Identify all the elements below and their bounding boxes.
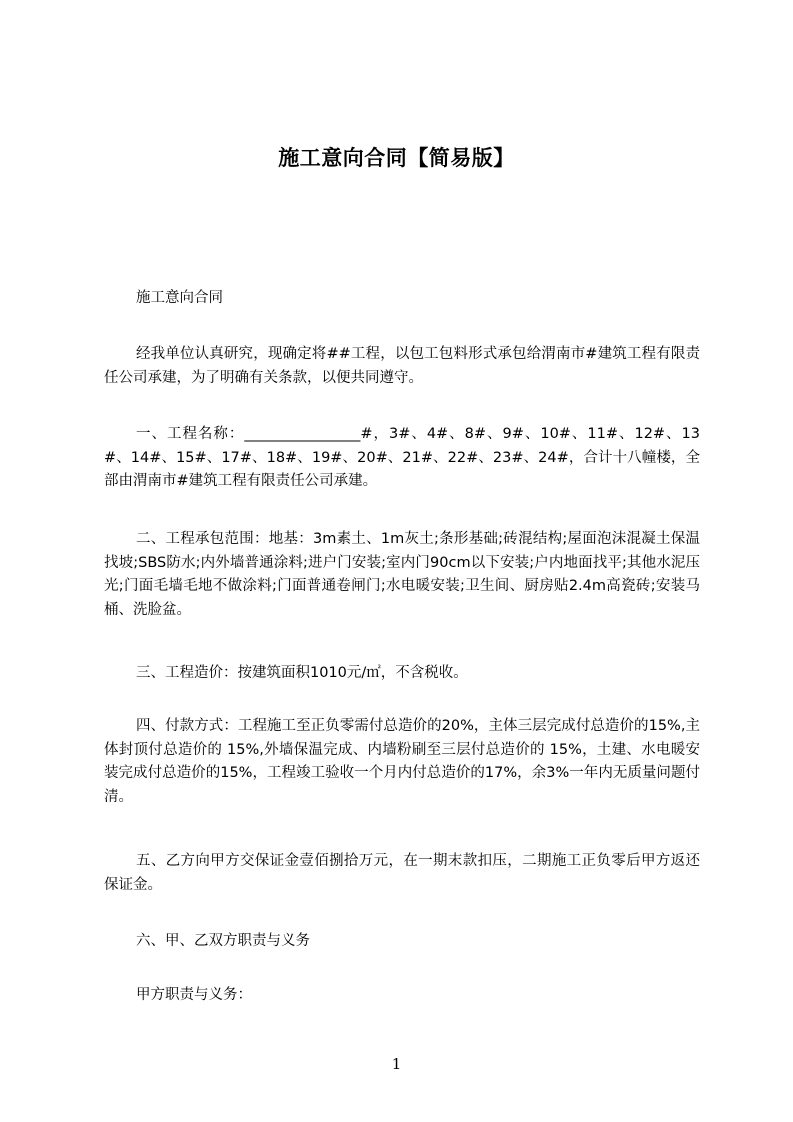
project-name-clause: 一、工程名称：________________#，3#、4#、8#、9#、10#、11#、12#、13#、14#、15#、17#、18#、19#、20#、21#、22#、23#、24#，合计十八幢楼，全部由渭南市#建筑工程有限责任公司承建。 (104, 426, 700, 489)
intro-paragraph: 经我单位认真研究，现确定将##工程，以包工包料形式承包给渭南市#建筑工程有限责任公司承建，为了明确有关条款，以便共同遵守。 (104, 346, 700, 386)
scope-clause: 二、工程承包范围：地基：3m素土、1m灰土;条形基础;砖混结构;屋面泡沫混凝土保温找坡;SBS防水;内外墙普通涂料;进户门安装;室内门90cm以下安装;户内地面找平;其他水泥压光;门面毛墙毛地不做涂料;门面普通卷闸门;水电暖安装;卫生间、厨房贴2.4m高瓷砖;安装马桶、洗脸盆。 (104, 531, 700, 618)
payment-clause: 四、付款方式：工程施工至正负零需付总造价的20%，主体三层完成付总造价的15%,主体封顶付总造价的 15%,外墙保温完成、内墙粉刷至三层付总造价的 15%，土建、水电暖安装完成付总造价的15%，工程竣工验收一个月内付总造价的17%，余3%一年内无质量问题付清。 (104, 718, 700, 805)
page-number: 1 (391, 1055, 402, 1073)
duties-heading: 六、甲、乙双方职责与义务 (136, 933, 310, 949)
deposit-clause: 五、乙方向甲方交保证金壹佰捌拾万元，在一期末款扣压，二期施工正负零后甲方返还保证金。 (104, 853, 700, 893)
party-a-duties-heading: 甲方职责与义务： (136, 987, 252, 1003)
cost-clause: 三、工程造价：按建筑面积1010元/㎡，不含税收。 (136, 665, 468, 681)
contract-subtitle: 施工意向合同 (136, 290, 223, 306)
document-title: 施工意向合同【简易版】 (278, 146, 515, 170)
